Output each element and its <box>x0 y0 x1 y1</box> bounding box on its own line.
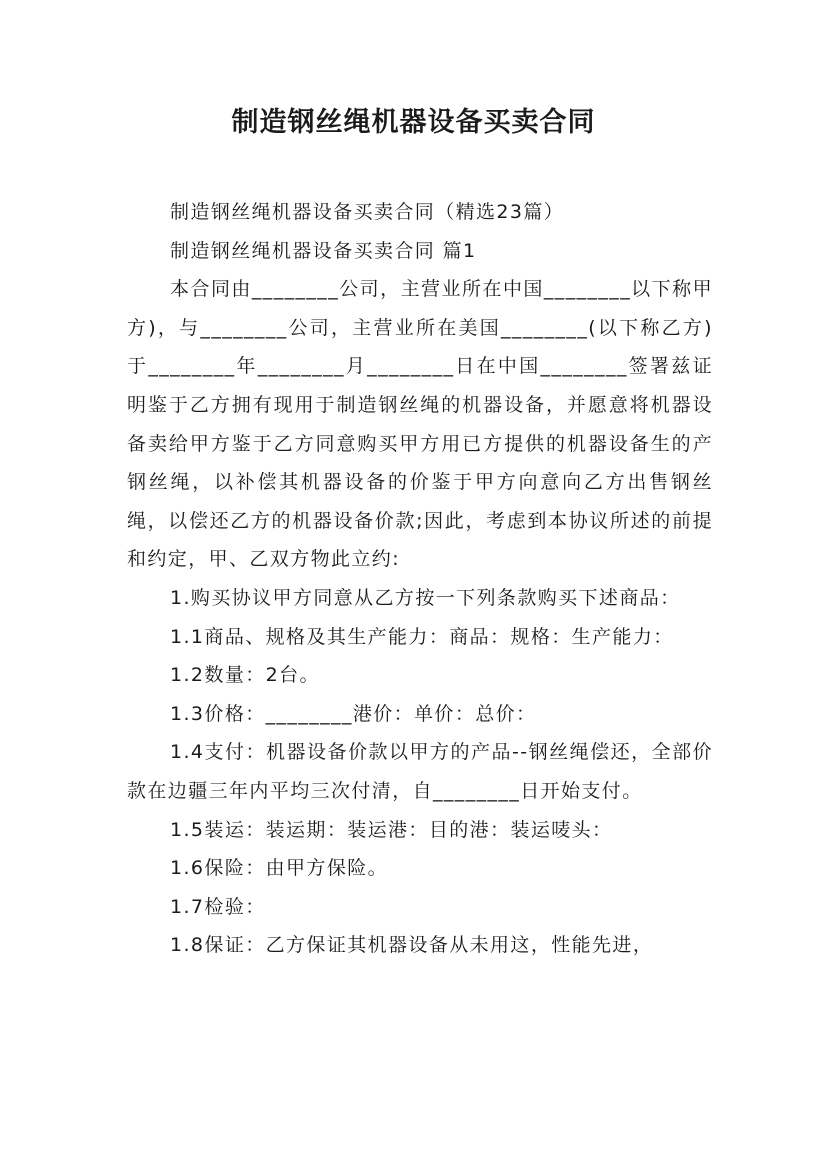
clause-1-2: 1.2数量：2台。 <box>170 664 320 687</box>
clause-1-6: 1.6保险：由甲方保险。 <box>170 857 389 880</box>
section-heading: 制造钢丝绳机器设备买卖合同 篇1 <box>170 239 477 262</box>
clause-1: 1.购买协议甲方同意从乙方按一下列条款购买下述商品： <box>170 586 681 609</box>
clause-1-7: 1.7检验： <box>170 895 266 918</box>
clause-1-8: 1.8保证：乙方保证其机器设备从未用这，性能先进， <box>170 934 654 957</box>
document-body <box>127 193 713 965</box>
clause-1-1: 1.1商品、规格及其生产能力：商品：规格：生产能力： <box>170 625 674 648</box>
document-title: 制造钢丝绳机器设备买卖合同 <box>231 107 596 138</box>
clause-1-3: 1.3价格：________港价：单价：总价： <box>170 702 537 725</box>
clause-1-5: 1.5装运：装运期：装运港：目的港：装运唛头： <box>170 818 613 841</box>
doc-subtitle: 制造钢丝绳机器设备买卖合同（精选23篇） <box>170 201 565 223</box>
preamble-paragraph: 本合同由________公司，主营业所在中国________以下称甲方)，与________公司，主营业所在美国________(以下称乙方)于________年________月________日在中国________签署兹证明鉴于乙方拥有现用于制造钢丝绳的机器设备，并愿意将机器设备卖给甲方鉴于乙方同意购买甲方用已方提供的机器设备生的产钢丝绳，以补偿其机器设备的价鉴于甲方向意向乙方出售钢丝绳，以偿还乙方的机器设备价款;因此，考虑到本协议所述的前提和约定，甲、乙双方物此立约: <box>127 278 713 571</box>
clause-1-4: 1.4支付：机器设备价款以甲方的产品--钢丝绳偿还，全部价款在边疆三年内平均三次付清，自________日开始支付。 <box>127 741 713 802</box>
